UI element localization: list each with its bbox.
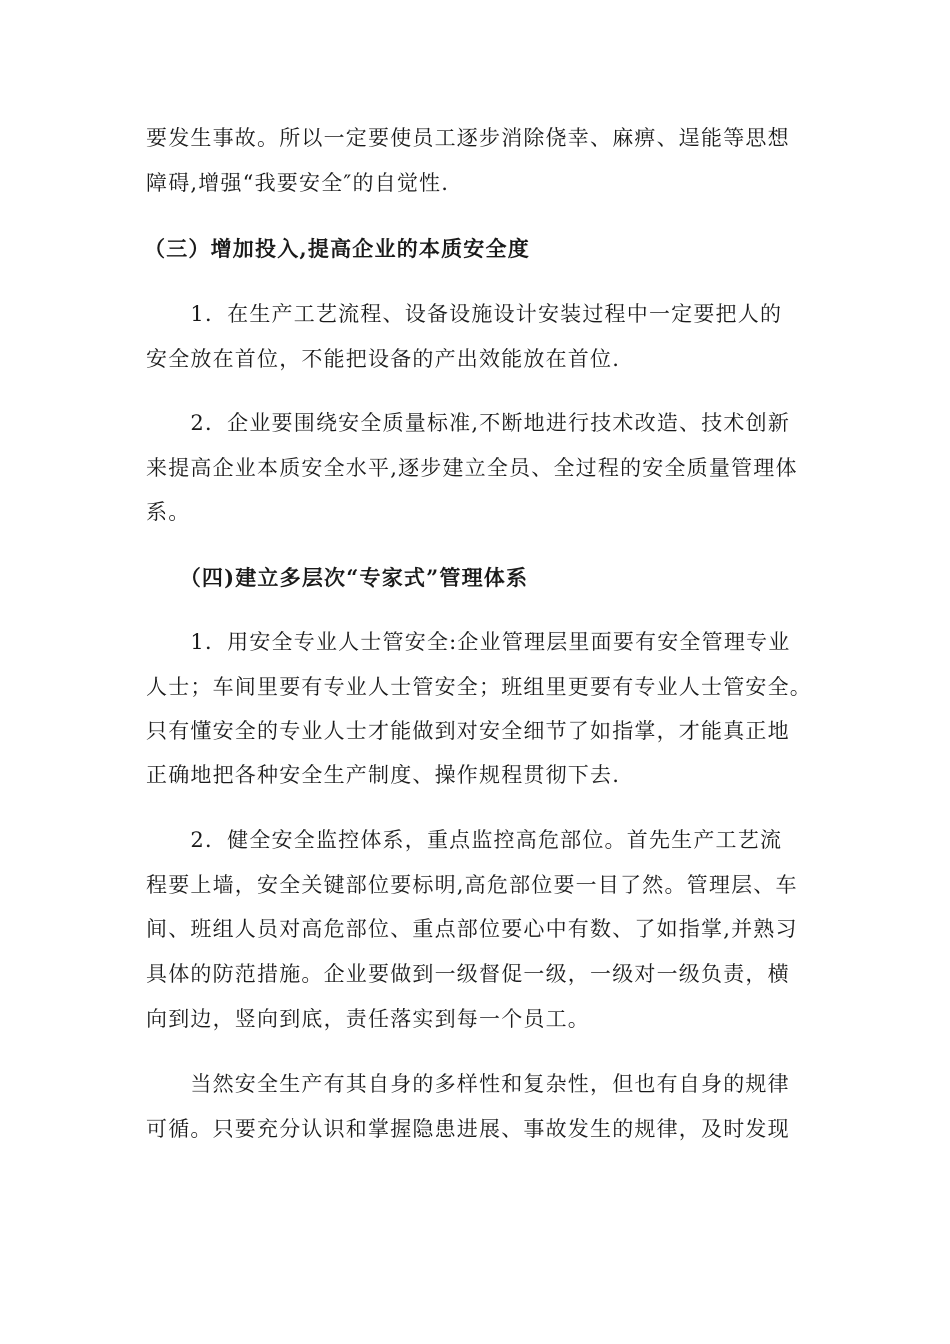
paragraph-3-line-2: 来提高企业本质安全水平,逐步建立全员、全过程的安全质量管理体 (146, 456, 798, 480)
paragraph-6-line-1: 当然安全生产有其自身的多样性和复杂性，但也有自身的规律 (146, 1072, 790, 1096)
paragraph-1-line-1: 要发生事故。所以一定要使员工逐步消除侥幸、麻痹、逞能等思想 (146, 126, 790, 150)
paragraph-5-line-5: 向到边，竖向到底，责任落实到每一个员工。 (146, 1007, 590, 1031)
section-heading-3: （三）增加投入,提高企业的本质安全度 (144, 236, 530, 261)
paragraph-4-line-2: 人士；车间里要有专业人士管安全；班组里更要有专业人士管安全。 (146, 675, 812, 699)
paragraph-3-line-3: 系。 (146, 500, 191, 524)
paragraph-5-line-1: 2．健全安全监控体系，重点监控高危部位。首先生产工艺流 (146, 828, 783, 852)
paragraph-5-line-3: 间、班组人员对高危部位、重点部位要心中有数、了如指掌,并熟习 (146, 917, 798, 941)
paragraph-2-line-2: 安全放在首位，不能把设备的产出效能放在首位. (146, 347, 621, 371)
section-heading-4: （四)建立多层次“专家式”管理体系 (168, 565, 529, 590)
paragraph-4-line-4: 正确地把各种安全生产制度、操作规程贯彻下去. (146, 763, 621, 787)
paragraph-2-line-1: 1．在生产工艺流程、设备设施设计安装过程中一定要把人的 (146, 302, 783, 326)
paragraph-3-line-1: 2．企业要围绕安全质量标准,不断地进行技术改造、技术创新 (146, 411, 791, 435)
paragraph-5-line-2: 程要上墙，安全关键部位要标明,高危部位要一目了然。管理层、车 (146, 873, 798, 897)
paragraph-4-line-3: 只有懂安全的专业人士才能做到对安全细节了如指掌，才能真正地 (146, 719, 790, 743)
paragraph-5-line-4: 具体的防范措施。企业要做到一级督促一级，一级对一级负责，横 (146, 962, 790, 986)
paragraph-6-line-2: 可循。只要充分认识和掌握隐患进展、事故发生的规律，及时发现 (146, 1117, 790, 1141)
paragraph-1-line-2: 障碍,增强“我要安全″的自觉性. (146, 171, 450, 195)
paragraph-4-line-1: 1．用安全专业人士管安全:企业管理层里面要有安全管理专业 (146, 630, 791, 654)
